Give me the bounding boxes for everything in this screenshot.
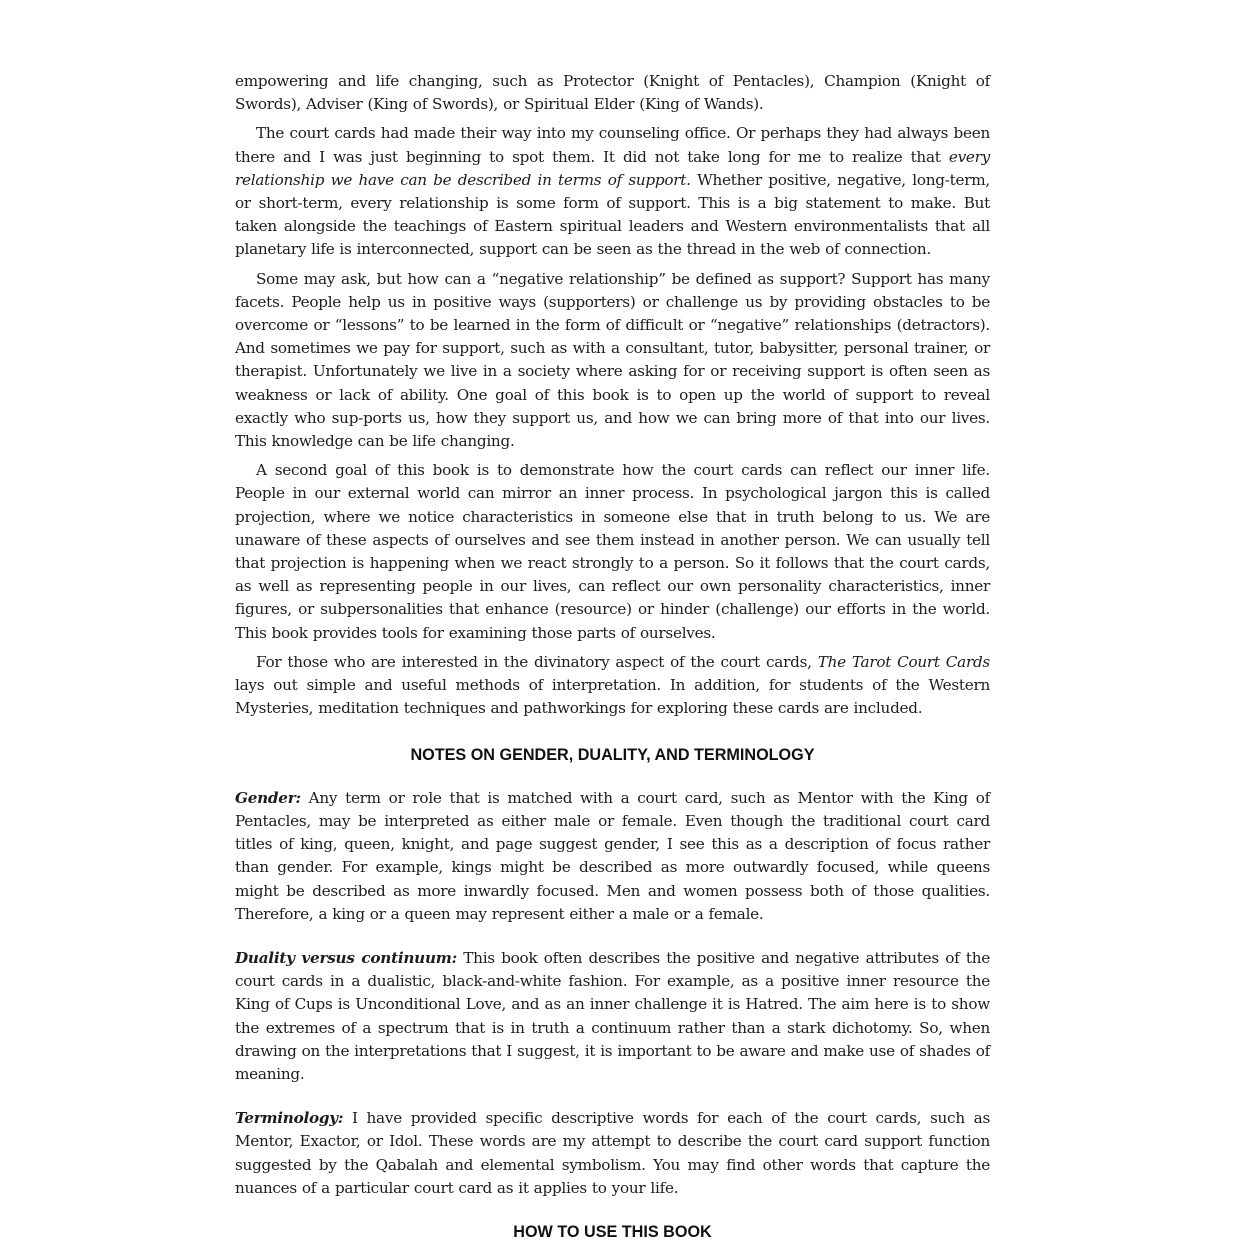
note-term: Terminology:: [235, 1109, 344, 1128]
section-heading-how-to-use: HOW TO USE THIS BOOK: [513, 1222, 712, 1241]
note-term: Gender:: [235, 788, 301, 807]
note-text: I have provided specific descriptive words for each of the court cards, such as Mentor, Exactor, or Idol. These words are my attempt to describe the court card support function suggested by the Qabalah and elemental symbolism. You may find other words that capture the nuances of a particular court card as it applies to your life.: [235, 1109, 990, 1197]
paragraph-second-goal: [235, 459, 990, 645]
emphasis-text: every relationship we have can be described in terms of support.: [235, 147, 990, 189]
paragraph-divinatory: [235, 651, 990, 721]
book-title-emphasis: The Tarot Court Cards: [817, 652, 990, 671]
section-heading-notes: NOTES ON GENDER, DUALITY, AND TERMINOLOGY: [410, 746, 815, 765]
note-gender: [235, 787, 990, 926]
paragraph-court-cards-counseling: [235, 122, 990, 261]
paragraph-text: For those who are interested in the divinatory aspect of the court cards,: [256, 652, 818, 671]
note-term: Duality versus continuum:: [235, 948, 457, 967]
paragraph-text: The court cards had made their way into my counseling office. Or perhaps they had always been there and I was just beginning to spot them. It did not take long for me to realize that: [235, 124, 990, 166]
paragraph-text: empowering and life changing, such as Protector (Knight of Pentacles), Champion (Knight of Swords), Adviser (King of Swords), or Spiritual Elder (King of Wands).: [235, 72, 990, 114]
paragraph-negative-relationship: [235, 268, 990, 454]
note-text: This book often describes the positive and negative attributes of the court cards in a dualistic, black-and-white fashion. For example, as a positive inner resource the King of Cups is Unconditional Love, and as an inner challenge it is Hatred. The aim here is to show the extremes of a spectrum that is in truth a continuum rather than a stark dichotomy. So, when drawing on the interpretations that I suggest, it is important to be aware and make use of shades of meaning.: [235, 948, 990, 1083]
note-terminology: [235, 1107, 990, 1200]
paragraph-continued: [235, 70, 990, 116]
paragraph-text: lays out simple and useful methods of interpretation. In addition, for students of the Western Mysteries, meditation techniques and pathworkings for exploring these cards are included.: [235, 676, 990, 718]
book-page: [235, 70, 990, 1244]
paragraph-text: Whether positive, negative, long-term, or short-term, every relationship is some form of support. This is a big statement to make. But taken alongside the teachings of Eastern spiritual leaders and Western environmentalists that all planetary life is interconnected, support can be seen as the thread in the web of connection.: [235, 170, 990, 259]
note-text: Any term or role that is matched with a court card, such as Mentor with the King of Pentacles, may be interpreted as either male or female. Even though the traditional court card titles of king, queen, knight, and page suggest gender, I see this as a description of focus rather than gender. For example, kings might be described as more outwardly focused, while queens might be described as more inwardly focused. Men and women possess both of those qualities. Therefore, a king or a queen may represent either a male or a female.: [235, 788, 990, 923]
paragraph-text: A second goal of this book is to demonstrate how the court cards can reflect our inner life. People in our external world can mirror an inner process. In psychological jargon this is called projection, where we notice characteristics in someone else that in truth belong to us. We are unaware of these aspects of ourselves and see them instead in another person. We can usually tell that projection is happening when we react strongly to a person. So it follows that the court cards, as well as representing people in our lives, can reflect our own personality characteristics, inner figures, or subpersonalities that enhance (resource) or hinder (challenge) our efforts in the world. This book provides tools for examining those parts of ourselves.: [235, 461, 990, 642]
note-duality: [235, 947, 990, 1086]
paragraph-text: Some may ask, but how can a “negative relationship” be defined as support? Support has many facets. People help us in positive ways (supporters) or challenge us by providing obstacles to be overcome or “lessons” to be learned in the form of difficult or “negative” relationships (detractors). And sometimes we pay for support, such as with a consultant, tutor, babysitter, personal trainer, or therapist. Unfortunately we live in a society where asking for or receiving support is often seen as weakness or lack of ability. One goal of this book is to open up the world of support to reveal exactly who sup-ports us, how they support us, and how we can bring more of that into our lives. This knowledge can be life changing.: [235, 269, 990, 451]
